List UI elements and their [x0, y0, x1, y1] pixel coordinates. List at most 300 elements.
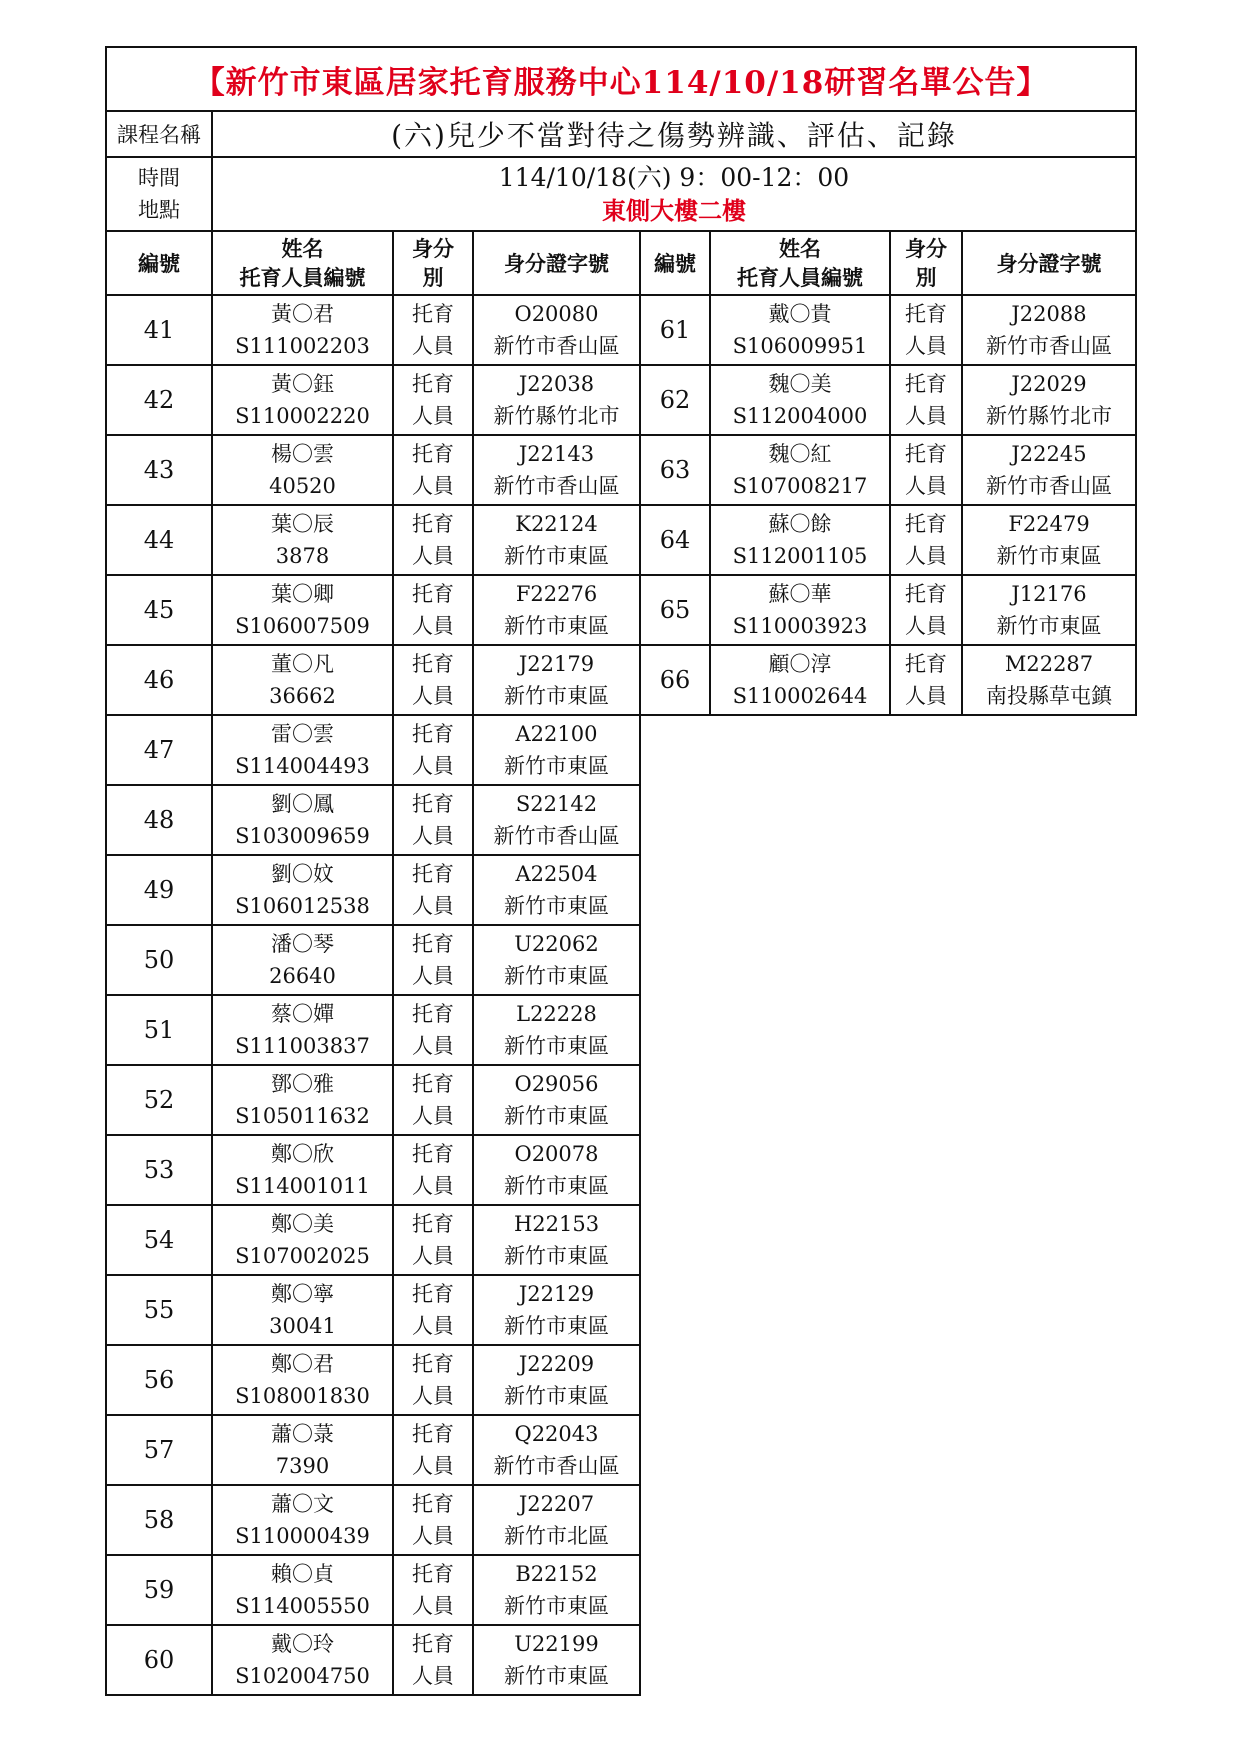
entry-name-line2: 36662 [269, 684, 336, 708]
entry-name-line2: S106009951 [732, 334, 868, 358]
entry-role-line2: 人員 [412, 1384, 454, 1408]
entry-id-line1: O29056 [514, 1072, 599, 1096]
entry-id-line1: J22029 [1011, 372, 1087, 396]
entry-id-line1: J22088 [1011, 302, 1087, 326]
entry-id [473, 1485, 640, 1555]
entry-role-line1: 托育 [905, 652, 947, 676]
entry-name-line1: 鄭〇欣 [271, 1142, 334, 1166]
entry-role-line2: 人員 [412, 684, 454, 708]
roster-table [105, 46, 1137, 1696]
entry-id-line1: A22100 [515, 722, 598, 746]
entry-id-line1: J22179 [518, 652, 595, 676]
header-role: 身分 別 [393, 231, 473, 295]
table-row [106, 1135, 1136, 1205]
entry-name-line2: S114001011 [235, 1174, 370, 1198]
entry-no: 50 [106, 925, 212, 995]
entry-no: 64 [640, 505, 710, 575]
entry-role-line1: 托育 [412, 932, 454, 956]
entry-name-line1: 劉〇鳳 [271, 792, 334, 816]
entry-role-line2: 人員 [905, 474, 947, 498]
entry-name-line1: 顧〇淳 [768, 652, 832, 676]
entry-no: 46 [106, 645, 212, 715]
time-place-label [106, 157, 212, 231]
entry-id-line1: U22199 [514, 1632, 599, 1656]
entry-role [393, 575, 473, 645]
empty-cell [640, 1135, 1136, 1205]
entry-id-line1: J22129 [518, 1282, 595, 1306]
entry-name-line1: 黃〇鈺 [271, 372, 334, 396]
entry-name-line1: 鄭〇美 [271, 1212, 334, 1236]
empty-cell [640, 785, 1136, 855]
empty-cell [640, 855, 1136, 925]
entry-id-line1: O20080 [514, 302, 599, 326]
entry-no: 61 [640, 295, 710, 365]
entry-id-line1: K22124 [515, 512, 598, 536]
table-row [106, 715, 1136, 785]
entry-no: 45 [106, 575, 212, 645]
entry-role [890, 435, 962, 505]
entry-name-line2: S110002220 [235, 404, 370, 428]
entry-name [212, 715, 393, 785]
entry-id [473, 715, 640, 785]
entry-id [473, 785, 640, 855]
entry-role-line2: 人員 [412, 334, 454, 358]
session-place: 東側大樓二樓 [602, 196, 746, 225]
entry-name-line2: S108001830 [235, 1384, 370, 1408]
entry-name [212, 1275, 393, 1345]
empty-cell [640, 1485, 1136, 1555]
table-row [106, 295, 1136, 365]
entry-name-line1: 戴〇玲 [271, 1632, 334, 1656]
entry-id [473, 995, 640, 1065]
entry-id-line2: 新竹市香山區 [493, 1454, 620, 1478]
entry-name [212, 1485, 393, 1555]
entry-name-line2: 7390 [275, 1454, 330, 1478]
entry-name-line1: 董〇凡 [271, 652, 334, 676]
entry-role-line2: 人員 [412, 474, 454, 498]
entry-id-line2: 新竹市東區 [504, 1244, 609, 1268]
entry-name-line2: S110003923 [732, 614, 868, 638]
entry-role [393, 295, 473, 365]
empty-cell [640, 1415, 1136, 1485]
entry-role-line1: 托育 [412, 1492, 454, 1516]
entry-role-line1: 托育 [412, 862, 454, 886]
entry-name [212, 995, 393, 1065]
entry-name-line2: 40520 [269, 474, 336, 498]
entry-role [890, 645, 962, 715]
entry-no: 48 [106, 785, 212, 855]
entry-id [473, 1065, 640, 1135]
entry-role-line1: 托育 [412, 372, 454, 396]
entry-no: 57 [106, 1415, 212, 1485]
entry-role [393, 785, 473, 855]
entry-no: 43 [106, 435, 212, 505]
entry-id [962, 575, 1136, 645]
entry-id-line2: 新竹市東區 [996, 544, 1102, 568]
entry-role-line1: 托育 [412, 582, 454, 606]
entry-role-line2: 人員 [905, 684, 947, 708]
entry-id-line1: O20078 [514, 1142, 599, 1166]
entry-name [212, 435, 393, 505]
entry-name-line2: 30041 [269, 1314, 336, 1338]
entry-role [393, 365, 473, 435]
entry-name-line1: 魏〇美 [768, 372, 832, 396]
entry-id-line1: M22287 [1004, 652, 1094, 676]
entry-role-line2: 人員 [905, 334, 947, 358]
header-id: 身分證字號 [473, 231, 640, 295]
entry-id [473, 435, 640, 505]
entry-id-line2: 新竹縣竹北市 [986, 404, 1112, 428]
entry-role [393, 1205, 473, 1275]
entry-id [473, 925, 640, 995]
entry-id-line2: 新竹市東區 [504, 964, 609, 988]
entry-role [393, 1415, 473, 1485]
entry-role-line2: 人員 [412, 1174, 454, 1198]
entry-id-line1: J22245 [1011, 442, 1087, 466]
empty-cell [640, 1625, 1136, 1695]
entry-role-line2: 人員 [905, 544, 947, 568]
entry-name-line1: 潘〇琴 [271, 932, 334, 956]
entry-id-line2: 新竹市東區 [504, 754, 609, 778]
entry-name [212, 1205, 393, 1275]
entry-id [473, 1345, 640, 1415]
entry-no: 51 [106, 995, 212, 1065]
course-label: 課程名稱 [106, 111, 212, 157]
header-id-right: 身分證字號 [962, 231, 1136, 295]
entry-id-line2: 新竹市北區 [504, 1524, 609, 1548]
entry-role-line1: 托育 [412, 792, 454, 816]
entry-no: 55 [106, 1275, 212, 1345]
entry-role [393, 1135, 473, 1205]
entry-role-line1: 托育 [412, 512, 454, 536]
entry-name-line1: 鄭〇寧 [271, 1282, 334, 1306]
entry-role-line2: 人員 [412, 544, 454, 568]
entry-id [473, 645, 640, 715]
entry-name [710, 295, 890, 365]
entry-id-line2: 新竹市東區 [504, 614, 609, 638]
entry-role [393, 925, 473, 995]
entry-id-line2: 新竹市東區 [504, 1104, 609, 1128]
entry-id [473, 1135, 640, 1205]
entry-id-line1: F22479 [1008, 512, 1090, 536]
entry-name-line2: S112001105 [732, 544, 868, 568]
entry-role-line1: 托育 [412, 1072, 454, 1096]
entry-name [212, 645, 393, 715]
entry-name [212, 855, 393, 925]
entry-role-line2: 人員 [412, 894, 454, 918]
entry-name [212, 295, 393, 365]
table-row [106, 1205, 1136, 1275]
entry-role-line2: 人員 [905, 404, 947, 428]
entry-name-line1: 魏〇紅 [768, 442, 832, 466]
entry-name-line1: 楊〇雲 [271, 442, 334, 466]
entry-id-line1: Q22043 [514, 1422, 599, 1446]
empty-cell [640, 1555, 1136, 1625]
table-row [106, 1415, 1136, 1485]
table-row [106, 995, 1136, 1065]
entry-role [890, 365, 962, 435]
entry-role-line1: 托育 [412, 652, 454, 676]
entry-role-line2: 人員 [412, 614, 454, 638]
entry-name [710, 575, 890, 645]
entry-id [962, 365, 1136, 435]
entry-name-line1: 鄧〇雅 [271, 1072, 334, 1096]
entry-role-line1: 托育 [905, 302, 947, 326]
entry-no: 58 [106, 1485, 212, 1555]
entry-name-line2: S106012538 [235, 894, 370, 918]
entry-name [212, 1345, 393, 1415]
entry-role [393, 505, 473, 575]
table-row [106, 645, 1136, 715]
entry-id [473, 365, 640, 435]
entry-id [473, 505, 640, 575]
entry-no: 56 [106, 1345, 212, 1415]
entry-name-line1: 鄭〇君 [271, 1352, 334, 1376]
entry-role-line2: 人員 [412, 404, 454, 428]
entry-name-line2: S106007509 [235, 614, 370, 638]
entry-role [393, 1625, 473, 1695]
entry-role-line2: 人員 [412, 824, 454, 848]
entry-name-line1: 葉〇卿 [271, 582, 334, 606]
entry-name [212, 1065, 393, 1135]
entry-name-line2: S111002203 [235, 334, 370, 358]
entry-name [212, 1415, 393, 1485]
entry-role [393, 1555, 473, 1625]
entry-role [393, 645, 473, 715]
entry-name-line2: 26640 [269, 964, 336, 988]
entry-role-line1: 托育 [412, 1632, 454, 1656]
entry-id [473, 1625, 640, 1695]
entry-id [473, 1205, 640, 1275]
entry-role-line2: 人員 [412, 1524, 454, 1548]
table-row [106, 925, 1136, 995]
entry-role-line2: 人員 [412, 1244, 454, 1268]
entry-no: 62 [640, 365, 710, 435]
entry-id [962, 645, 1136, 715]
empty-cell [640, 995, 1136, 1065]
empty-cell [640, 1065, 1136, 1135]
entry-id-line2: 新竹市香山區 [493, 474, 620, 498]
header-no: 編號 [106, 231, 212, 295]
entry-id-line2: 新竹市東區 [504, 1314, 609, 1338]
entry-name-line2: S110000439 [235, 1524, 370, 1548]
entry-no: 63 [640, 435, 710, 505]
table-row [106, 435, 1136, 505]
entry-id-line2: 新竹市香山區 [986, 334, 1112, 358]
entry-id [473, 1555, 640, 1625]
entry-name-line2: S110002644 [732, 684, 868, 708]
entry-no: 47 [106, 715, 212, 785]
entry-role-line1: 托育 [905, 582, 947, 606]
course-name: (六)兒少不當對待之傷勢辨識、評估、記錄 [212, 111, 1136, 157]
entry-id-line1: J12176 [1011, 582, 1087, 606]
entry-role-line2: 人員 [412, 1034, 454, 1058]
entry-name-line1: 黃〇君 [271, 302, 334, 326]
entry-name-line2: S107008217 [732, 474, 868, 498]
entry-name-line2: S111003837 [235, 1034, 370, 1058]
entry-role-line2: 人員 [412, 1664, 454, 1688]
entry-name-line1: 蕭〇菉 [271, 1422, 334, 1446]
entry-id-line2: 新竹市東區 [504, 684, 609, 708]
entry-id-line2: 新竹市香山區 [986, 474, 1112, 498]
entry-id-line2: 新竹市東區 [504, 1594, 609, 1618]
entry-role [393, 1065, 473, 1135]
entry-role-line2: 人員 [412, 1454, 454, 1478]
entry-id [473, 855, 640, 925]
entry-id [962, 435, 1136, 505]
entry-id-line1: H22153 [513, 1212, 600, 1236]
entry-no: 53 [106, 1135, 212, 1205]
entry-role-line1: 托育 [412, 722, 454, 746]
entry-name-line1: 蕭〇文 [271, 1492, 334, 1516]
entry-no: 49 [106, 855, 212, 925]
entry-role-line1: 托育 [905, 442, 947, 466]
entry-id-line1: J22209 [518, 1352, 595, 1376]
entry-id-line2: 南投縣草屯鎮 [986, 684, 1112, 708]
table-row [106, 575, 1136, 645]
entry-name [710, 505, 890, 575]
entry-role [393, 1275, 473, 1345]
entry-role [393, 855, 473, 925]
entry-id-line2: 新竹市東區 [504, 1384, 609, 1408]
entry-role [890, 505, 962, 575]
entry-no: 42 [106, 365, 212, 435]
table-row [106, 1065, 1136, 1135]
time-label: 時間 [138, 166, 180, 190]
entry-name-line2: S114004493 [235, 754, 370, 778]
entry-id-line2: 新竹市香山區 [493, 824, 620, 848]
entry-name-line1: 雷〇雲 [271, 722, 334, 746]
session-time: 114/10/18(六) 9：00-12：00 [498, 163, 850, 192]
header-name: 姓名 托育人員編號 [212, 231, 393, 295]
entry-no: 66 [640, 645, 710, 715]
entry-name-line2: S112004000 [732, 404, 868, 428]
entry-no: 65 [640, 575, 710, 645]
entry-id [962, 295, 1136, 365]
header-role-right: 身分 別 [890, 231, 962, 295]
entry-name-line1: 葉〇辰 [271, 512, 334, 536]
entry-name [710, 435, 890, 505]
entry-name [212, 1135, 393, 1205]
entry-name-line1: 蔡〇嬋 [271, 1002, 334, 1026]
table-row [106, 505, 1136, 575]
entry-role-line1: 托育 [412, 442, 454, 466]
entry-id-line2: 新竹市東區 [504, 1034, 609, 1058]
table-row [106, 1345, 1136, 1415]
entry-no: 44 [106, 505, 212, 575]
entry-name [212, 925, 393, 995]
entry-role [393, 995, 473, 1065]
entry-name-line2: S103009659 [235, 824, 370, 848]
page-title: 【新竹市東區居家托育服務中心114/10/18研習名單公告】 [106, 47, 1136, 111]
entry-name [212, 505, 393, 575]
entry-id-line1: U22062 [514, 932, 599, 956]
entry-id-line2: 新竹縣竹北市 [493, 404, 620, 428]
entry-name [212, 785, 393, 855]
entry-no: 41 [106, 295, 212, 365]
entry-id-line1: J22207 [518, 1492, 595, 1516]
empty-cell [640, 925, 1136, 995]
entry-id-line1: L22228 [516, 1002, 597, 1026]
entry-role-line2: 人員 [412, 1314, 454, 1338]
entry-id-line1: B22152 [515, 1562, 598, 1586]
entry-role-line1: 托育 [412, 1002, 454, 1026]
entry-role-line1: 托育 [905, 512, 947, 536]
entry-id-line2: 新竹市東區 [504, 1664, 609, 1688]
entry-role-line1: 托育 [412, 1142, 454, 1166]
entry-id-line2: 新竹市東區 [504, 1174, 609, 1198]
empty-cell [640, 1205, 1136, 1275]
entry-role-line1: 托育 [412, 1352, 454, 1376]
entry-role [393, 1345, 473, 1415]
entry-role-line2: 人員 [905, 614, 947, 638]
empty-cell [640, 715, 1136, 785]
entry-name [710, 365, 890, 435]
entry-role-line1: 托育 [905, 372, 947, 396]
entry-id-line1: A22504 [515, 862, 598, 886]
entry-name-line1: 蘇〇餘 [768, 512, 832, 536]
entry-name-line1: 賴〇貞 [271, 1562, 334, 1586]
entry-role-line1: 托育 [412, 1212, 454, 1236]
entry-id-line2: 新竹市東區 [504, 544, 609, 568]
entry-name [212, 575, 393, 645]
entry-role-line2: 人員 [412, 754, 454, 778]
entry-role [393, 715, 473, 785]
entry-name [212, 1555, 393, 1625]
place-label: 地點 [138, 198, 180, 222]
entry-id-line2: 新竹市香山區 [493, 334, 620, 358]
table-row [106, 1555, 1136, 1625]
entry-no: 52 [106, 1065, 212, 1135]
entry-name-line2: S107002025 [235, 1244, 370, 1268]
table-row [106, 1485, 1136, 1555]
entry-name-line2: S114005550 [235, 1594, 370, 1618]
entry-no: 59 [106, 1555, 212, 1625]
header-name-right: 姓名 托育人員編號 [710, 231, 890, 295]
entry-role-line2: 人員 [412, 964, 454, 988]
time-place-value [212, 157, 1136, 231]
entry-id-line1: J22143 [518, 442, 595, 466]
entry-id-line1: J22038 [518, 372, 595, 396]
entry-id-line1: S22142 [515, 792, 598, 816]
entry-id-line1: F22276 [515, 582, 598, 606]
entry-id [473, 1275, 640, 1345]
entry-role-line1: 托育 [412, 302, 454, 326]
entry-name-line1: 蘇〇華 [768, 582, 832, 606]
entry-role [890, 575, 962, 645]
table-row [106, 365, 1136, 435]
entry-role-line1: 托育 [412, 1562, 454, 1586]
table-row [106, 785, 1136, 855]
entry-id [473, 295, 640, 365]
table-row [106, 855, 1136, 925]
entry-role-line1: 托育 [412, 1422, 454, 1446]
entry-id-line2: 新竹市東區 [996, 614, 1102, 638]
entry-id [473, 1415, 640, 1485]
header-no-right: 編號 [640, 231, 710, 295]
entry-role-line1: 托育 [412, 1282, 454, 1306]
table-row [106, 1275, 1136, 1345]
entry-name [212, 1625, 393, 1695]
entry-name-line1: 戴〇貴 [768, 302, 832, 326]
empty-cell [640, 1345, 1136, 1415]
entry-role [393, 435, 473, 505]
entry-role-line2: 人員 [412, 1594, 454, 1618]
entry-name [710, 645, 890, 715]
empty-cell [640, 1275, 1136, 1345]
entry-role [890, 295, 962, 365]
entry-role-line2: 人員 [412, 1104, 454, 1128]
